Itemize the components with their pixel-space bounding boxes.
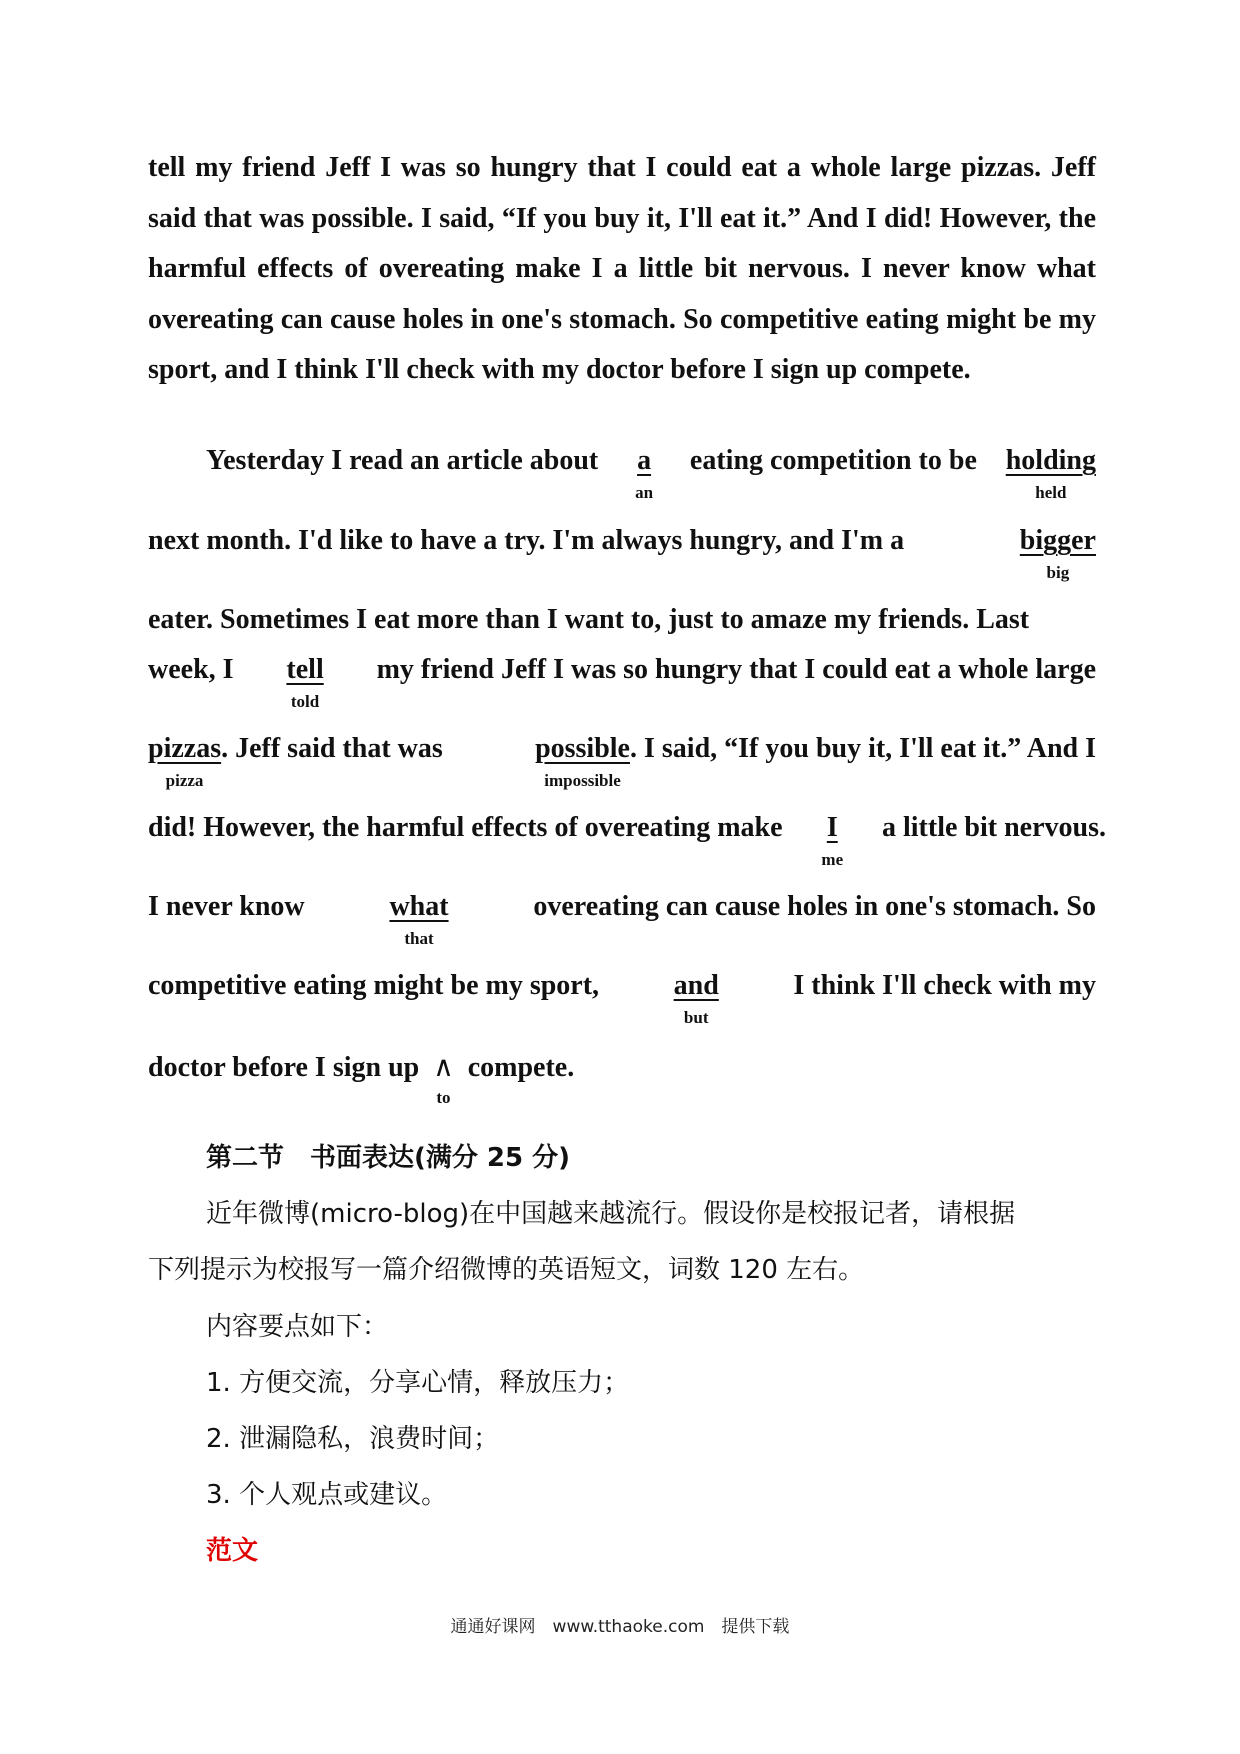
corrected-line-1 <box>148 445 1096 502</box>
corrected-line-6 <box>148 812 1106 869</box>
line-text: overeating can cause holes in one's stomach. So <box>533 891 1096 922</box>
list-item: 3. 个人观点或建议。 <box>206 1480 448 1510</box>
correction-word: to <box>436 1088 451 1107</box>
error-word: pizzas pizza <box>148 733 222 790</box>
line-text: doctor before I sign up <box>148 1052 420 1083</box>
corrected-line-4 <box>148 654 1096 711</box>
passage-paragraph: tell my friend Jeff I was so hungry that I could eat a whole large pizzas. Jeff said that was possible. I said, “If you buy it, I'll eat it.” And I did! However, the harmful effects of overeating make I a little bit nervous. I never know what overeating can cause holes in one's stomach. So competitive eating might be my sport, and I think I'll check with my doctor before I sign up compete. <box>148 152 1096 385</box>
corrected-line-5 <box>148 733 1096 790</box>
line-text: competitive eating might be my sport, <box>148 970 600 1001</box>
corrected-line-3 <box>148 604 1096 636</box>
corrected-line-9 <box>148 1050 1096 1107</box>
line-text: compete. <box>467 1052 575 1083</box>
error-word: possible impossible <box>535 733 630 790</box>
error-word: I me <box>821 812 844 869</box>
correction-word: told <box>290 692 320 711</box>
line-text: eating competition to be <box>689 445 977 476</box>
error-word: bigger big <box>1019 525 1096 582</box>
line-text: did! However, the harmful effects of overeating make <box>148 812 783 843</box>
line-text: week, I <box>148 654 234 685</box>
page-footer: 通通好课网 www.tthaoke.com 提供下载 <box>450 1617 790 1637</box>
correction-word: impossible <box>544 771 621 790</box>
list-item: 2. 泄漏隐私，浪费时间； <box>206 1424 500 1454</box>
error-word: a an <box>635 445 654 502</box>
correction-word: me <box>821 850 844 869</box>
correction-word: but <box>683 1008 709 1027</box>
error-word: what that <box>389 891 449 948</box>
error-word: holding held <box>1005 445 1096 502</box>
correction-word: that <box>404 929 434 948</box>
correction-word: pizza <box>165 771 204 790</box>
line-text: . Jeff said that was <box>221 733 443 764</box>
points-heading: 内容要点如下： <box>206 1312 389 1342</box>
line-text: I never know <box>148 891 305 922</box>
line-text: Yesterday I read an article about <box>206 445 599 476</box>
corrected-line-2 <box>148 525 1096 582</box>
insertion-caret-icon: ∧ to <box>433 1052 454 1107</box>
correction-word: held <box>1035 483 1067 502</box>
corrected-line-7 <box>148 891 1096 948</box>
correction-word: big <box>1046 563 1070 582</box>
line-text: I think I'll check with my <box>793 970 1096 1001</box>
prompt-text: 下列提示为校报写一篇介绍微博的英语短文，词数 120 左右。 <box>148 1255 865 1285</box>
line-text: eater. Sometimes I eat more than I want to, just to amaze my friends. Last <box>148 604 1030 635</box>
error-word: tell told <box>286 654 324 711</box>
corrected-line-8 <box>148 970 1096 1027</box>
section-title: 第二节 书面表达(满分 25 分) <box>206 1143 571 1173</box>
list-item: 1. 方便交流，分享心情，释放压力； <box>206 1368 630 1398</box>
line-text: a little bit nervous. <box>881 812 1106 843</box>
error-word: and but <box>673 970 719 1027</box>
model-essay-heading: 范文 <box>206 1536 259 1566</box>
prompt-text: 近年微博(micro-blog)在中国越来越流行。假设你是校报记者，请根据 <box>206 1199 1016 1229</box>
line-text: next month. I'd like to have a try. I'm always hungry, and I'm a <box>148 525 905 556</box>
correction-word: an <box>635 483 654 502</box>
line-text: . I said, “If you buy it, I'll eat it.” And I <box>630 733 1096 764</box>
line-text: my friend Jeff I was so hungry that I could eat a whole large <box>376 654 1096 685</box>
